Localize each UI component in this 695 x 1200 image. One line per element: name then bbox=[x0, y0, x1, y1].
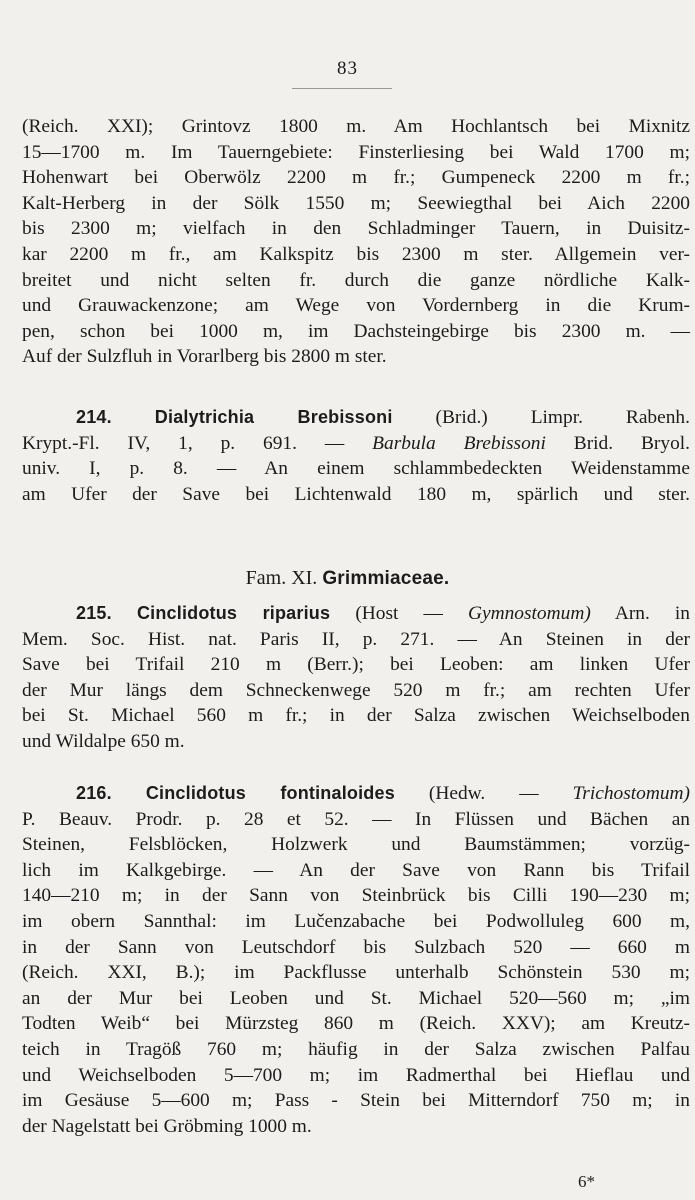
species-name: Dialytrichia Brebissoni bbox=[154, 407, 393, 427]
text-line: und Wildalpe 650 m. bbox=[22, 730, 185, 752]
text-line: kar 2200 m fr., am Kalkspitz bis 2300 m ster. Allgemein ver- bbox=[22, 243, 690, 265]
text-line: im obern Sannthal: im Lučenzabache bei Podwolluleg 600 m, bbox=[22, 910, 690, 932]
text-line: P. Beauv. Prodr. p. 28 et 52. — In Flüssen und Bächen an bbox=[22, 808, 690, 830]
family-prefix: Fam. XI. bbox=[245, 567, 318, 589]
family-heading bbox=[0, 564, 695, 593]
text-line: bei St. Michael 560 m fr.; in der Salza zwischen Weichselboden bbox=[22, 705, 690, 727]
synonym: Gymnostomum) bbox=[467, 603, 591, 624]
text-line: Steinen, Felsblöcken, Holzwerk und Baumstämmen; vorzüg- bbox=[22, 834, 690, 856]
family-name: Grimmiaceae. bbox=[322, 568, 450, 589]
species-name: Cinclidotus riparius bbox=[136, 603, 331, 623]
text-line: 140—210 m; in der Sann von Steinbrück bis Cilli 190—230 m; bbox=[22, 885, 690, 907]
text-line: und Weichselboden 5—700 m; im Radmerthal bei Hieflau und bbox=[22, 1064, 690, 1086]
text-line: und Grauwackenzone; am Wege von Vordernberg in die Krum- bbox=[22, 295, 690, 317]
text-line: der Nagelstatt bei Gröbming 1000 m. bbox=[22, 1115, 312, 1137]
entry-heading-line bbox=[22, 601, 690, 627]
entry-216 bbox=[22, 781, 690, 1139]
text-line: bis 2300 m; vielfach in den Schladminger Tauern, in Duisitz- bbox=[22, 218, 690, 240]
text-line: Auf der Sulzfluh in Vorarlberg bis 2800 m ster. bbox=[22, 346, 387, 368]
page-number: 83 bbox=[337, 58, 358, 79]
text-line: an der Mur bei Leoben und St. Michael 520—560 m; „im bbox=[22, 987, 690, 1009]
text-line: der Mur längs dem Schneckenwege 520 m fr.; am rechten Ufer bbox=[22, 679, 690, 701]
text-line: breitet und nicht selten fr. durch die ganze nördliche Kalk- bbox=[22, 269, 690, 291]
text-line: in der Sann von Leutschdorf bis Sulzbach 520 — 660 m bbox=[22, 936, 690, 958]
text-line bbox=[22, 431, 690, 457]
entry-number: 214. bbox=[76, 407, 112, 427]
sheet-signature: 6* bbox=[578, 1172, 595, 1191]
header-rule bbox=[292, 88, 392, 89]
text-line: Kalt-Herberg in der Sölk 1550 m; Seewiegthal bei Aich 2200 bbox=[22, 192, 690, 214]
entry-heading-line bbox=[22, 405, 690, 431]
synonym: Trichostomum) bbox=[572, 783, 690, 804]
species-name: Cinclidotus fontinaloides bbox=[145, 783, 395, 803]
text-line: teich in Tragöß 760 m; häufig in der Salza zwischen Palfau bbox=[22, 1038, 690, 1060]
text-line: (Reich. XXI, B.); im Packflusse unterhalb Schönstein 530 m; bbox=[22, 962, 690, 984]
entry-215 bbox=[22, 601, 690, 755]
synonym: Barbula Brebissoni bbox=[372, 432, 546, 454]
text-line: Save bei Trifail 210 m (Berr.); bei Leoben: am linken Ufer bbox=[22, 654, 690, 676]
text-line: Mem. Soc. Hist. nat. Paris II, p. 271. — An Steinen in der bbox=[22, 628, 690, 650]
citation: Krypt.-Fl. IV, 1, p. 691. — bbox=[22, 432, 345, 454]
authority: (Hedw. — bbox=[428, 783, 539, 804]
text-line: (Reich. XXI); Grintovz 1800 m. Am Hochlantsch bei Mixnitz bbox=[22, 116, 690, 137]
authority: (Host — bbox=[355, 603, 443, 624]
continuation-paragraph bbox=[22, 114, 690, 370]
entry-heading-line bbox=[22, 781, 690, 807]
text-line: pen, schon bei 1000 m, im Dachsteingebirge bis 2300 m. — bbox=[22, 320, 690, 342]
entry-number: 215. bbox=[76, 603, 112, 623]
text-line: Todten Weib“ bei Mürzsteg 860 m (Reich. XXV); am Kreutz- bbox=[22, 1013, 690, 1035]
text-line: univ. I, p. 8. — An einem schlammbedeckten Weidenstamme bbox=[22, 458, 690, 480]
authority: (Brid.) Limpr. Rabenh. bbox=[435, 407, 690, 428]
text-line: 15—1700 m. Im Tauerngebiete: Finsterliesing bei Wald 1700 m; bbox=[22, 141, 690, 163]
text-line: am Ufer der Save bei Lichtenwald 180 m, spärlich und ster. bbox=[22, 483, 690, 505]
text-line: im Gesäuse 5—600 m; Pass - Stein bei Mitterndorf 750 m; in bbox=[22, 1090, 690, 1112]
text-line: lich im Kalkgebirge. — An der Save von Rann bis Trifail bbox=[22, 859, 690, 881]
citation-rest: Brid. Bryol. bbox=[573, 432, 690, 454]
text-line: Hohenwart bei Oberwölz 2200 m fr.; Gumpeneck 2200 m fr.; bbox=[22, 167, 690, 189]
entry-214 bbox=[22, 405, 690, 507]
authority-rest: Arn. in bbox=[614, 603, 690, 624]
entry-number: 216. bbox=[76, 783, 112, 803]
